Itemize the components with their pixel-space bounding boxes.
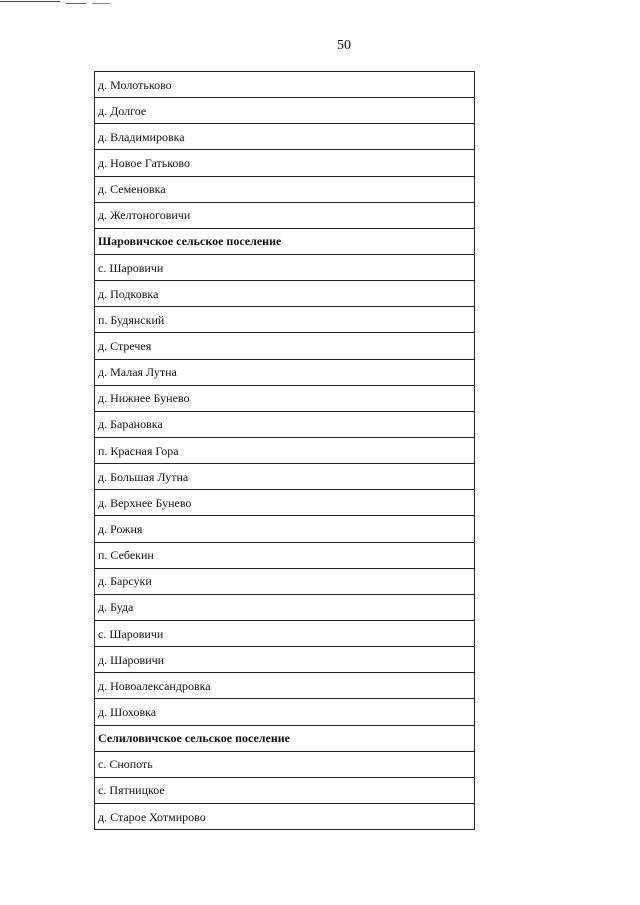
settlement-row <box>95 202 475 228</box>
settlement-name: с. Шаровичи <box>95 254 475 280</box>
settlement-row <box>95 281 475 307</box>
settlement-name: д. Буда <box>95 594 475 620</box>
settlement-group-heading-row <box>95 228 475 254</box>
settlement-row <box>95 464 475 490</box>
settlement-name: д. Новоалександровка <box>95 673 475 699</box>
settlement-row <box>95 359 475 385</box>
settlement-row <box>95 254 475 280</box>
settlement-row <box>95 542 475 568</box>
settlement-row <box>95 568 475 594</box>
settlement-name: д. Старое Хотмирово <box>95 803 475 829</box>
settlements-table-body <box>95 72 475 830</box>
page-number: 50 <box>337 38 351 53</box>
settlement-row <box>95 673 475 699</box>
settlement-row <box>95 620 475 646</box>
settlement-group-heading: Шаровичское сельское поселение <box>95 228 475 254</box>
settlement-row <box>95 333 475 359</box>
settlement-name: д. Шоховка <box>95 699 475 725</box>
scan-artifact <box>0 0 120 6</box>
settlement-name: д. Владимировка <box>95 124 475 150</box>
settlement-row <box>95 411 475 437</box>
settlements-table <box>94 71 475 830</box>
settlement-row <box>95 437 475 463</box>
settlement-name: д. Подковка <box>95 281 475 307</box>
settlement-name: д. Большая Лутна <box>95 464 475 490</box>
settlement-name: п. Красная Гора <box>95 437 475 463</box>
settlement-name: д. Семеновка <box>95 176 475 202</box>
settlement-group-heading-row <box>95 725 475 751</box>
settlement-name: д. Шаровичи <box>95 647 475 673</box>
settlement-name: с. Шаровичи <box>95 620 475 646</box>
settlement-row <box>95 176 475 202</box>
settlement-name: д. Желтоноговичи <box>95 202 475 228</box>
settlement-row <box>95 751 475 777</box>
settlement-row <box>95 124 475 150</box>
settlement-row <box>95 150 475 176</box>
settlement-group-heading: Селиловичское сельское поселение <box>95 725 475 751</box>
settlement-name: д. Барсуки <box>95 568 475 594</box>
settlement-row <box>95 803 475 829</box>
settlement-row <box>95 307 475 333</box>
settlement-row <box>95 777 475 803</box>
settlement-row <box>95 490 475 516</box>
settlement-name: д. Рожня <box>95 516 475 542</box>
settlement-name: д. Молотьково <box>95 72 475 98</box>
settlement-row <box>95 72 475 98</box>
settlement-name: д. Барановка <box>95 411 475 437</box>
settlement-row <box>95 699 475 725</box>
settlement-name: д. Стречея <box>95 333 475 359</box>
settlement-row <box>95 516 475 542</box>
settlement-name: д. Новое Гатьково <box>95 150 475 176</box>
settlement-row <box>95 98 475 124</box>
settlement-row <box>95 647 475 673</box>
settlement-name: д. Долгое <box>95 98 475 124</box>
settlement-name: с. Снопоть <box>95 751 475 777</box>
settlement-name: с. Пятницкое <box>95 777 475 803</box>
settlement-name: п. Будянский <box>95 307 475 333</box>
settlement-name: д. Нижнее Бунево <box>95 385 475 411</box>
settlement-name: д. Верхнее Бунево <box>95 490 475 516</box>
settlement-row <box>95 594 475 620</box>
settlement-name: п. Себекин <box>95 542 475 568</box>
settlement-name: д. Малая Лутна <box>95 359 475 385</box>
settlement-row <box>95 385 475 411</box>
